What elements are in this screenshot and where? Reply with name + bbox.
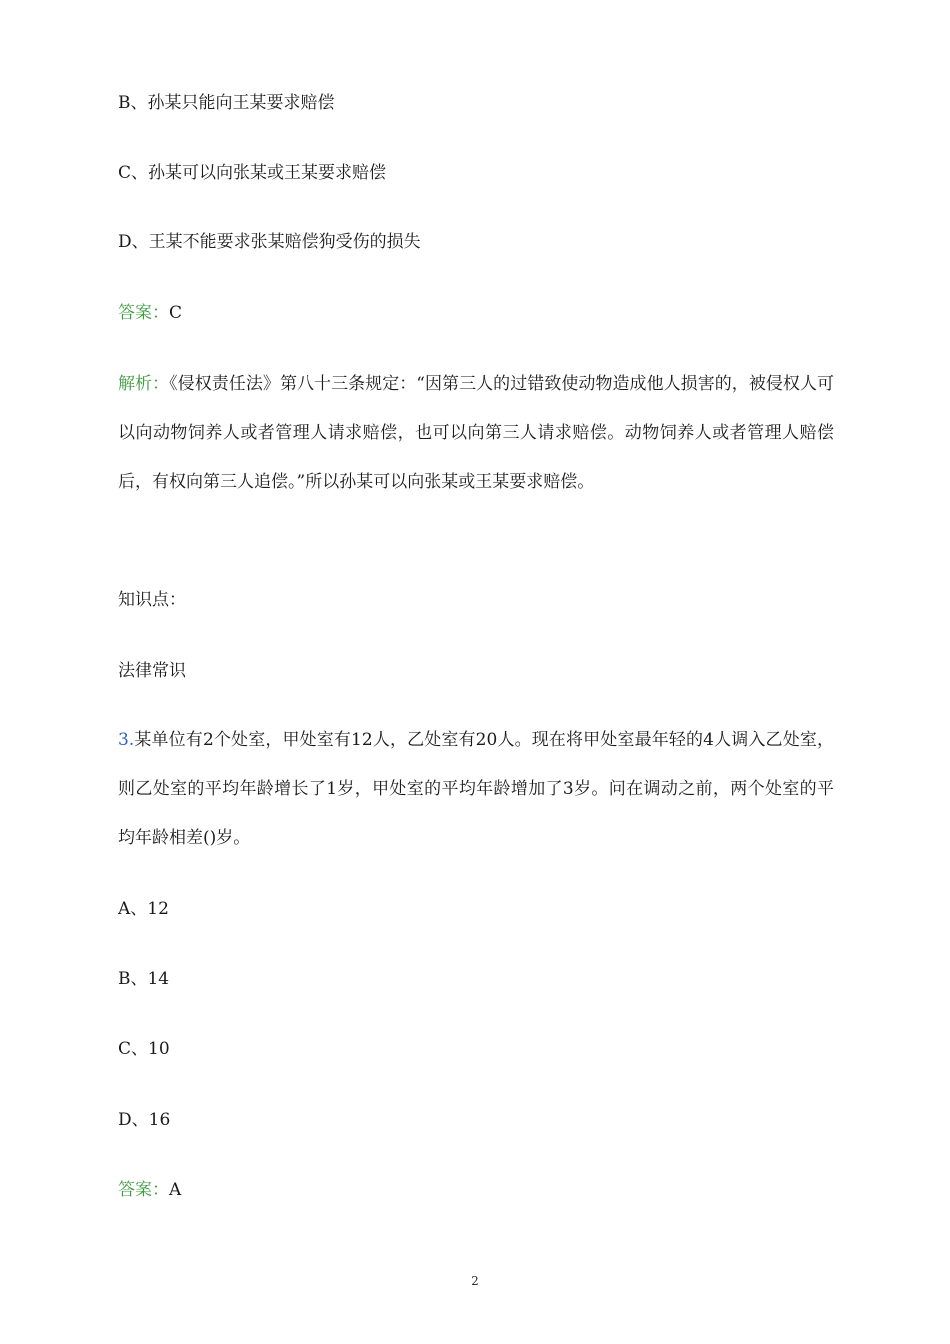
q3-option-c: C、10 (118, 1039, 170, 1059)
question-3 (118, 716, 834, 863)
answer-value: C (169, 303, 183, 323)
q3-answer-value: A (169, 1180, 182, 1200)
analysis-text: 《侵权责任法》第八十三条规定：“因第三人的过错致使动物造成他人损害的，被侵权人可以向动物饲养人或者管理人请求赔偿，也可以向第三人请求赔偿。动物饲养人或者管理人赔偿后，有权向第三人追偿。”所以孙某可以向张某或王某要求赔偿。 (118, 374, 834, 492)
analysis-label: 解析： (118, 374, 170, 394)
q3-answer-label: 答案： (118, 1180, 169, 1200)
option-c: C、孙某可以向张某或王某要求赔偿 (118, 163, 387, 183)
option-b: B、孙某只能向王某要求赔偿 (118, 93, 335, 113)
knowledge-value: 法律常识 (118, 661, 186, 681)
q3-option-a: A、12 (118, 899, 169, 919)
option-d: D、王某不能要求张某赔偿狗受伤的损失 (118, 232, 421, 252)
question-number: 3. (118, 730, 135, 750)
question-text: 某单位有2个处室，甲处室有12人，乙处室有20人。现在将甲处室最年轻的4人调入乙处室，则乙处室的平均年龄增长了1岁，甲处室的平均年龄增加了3岁。问在调动之前，两个处室的平均年龄相差()岁。 (118, 730, 834, 848)
knowledge-label: 知识点： (118, 590, 186, 610)
analysis-paragraph (118, 360, 834, 507)
q3-option-b: B、14 (118, 969, 170, 989)
answer (118, 303, 182, 323)
q3-option-d: D、16 (118, 1110, 171, 1130)
answer-label: 答案： (118, 303, 169, 323)
q3-answer (118, 1180, 181, 1200)
page-number: 2 (471, 1274, 479, 1288)
